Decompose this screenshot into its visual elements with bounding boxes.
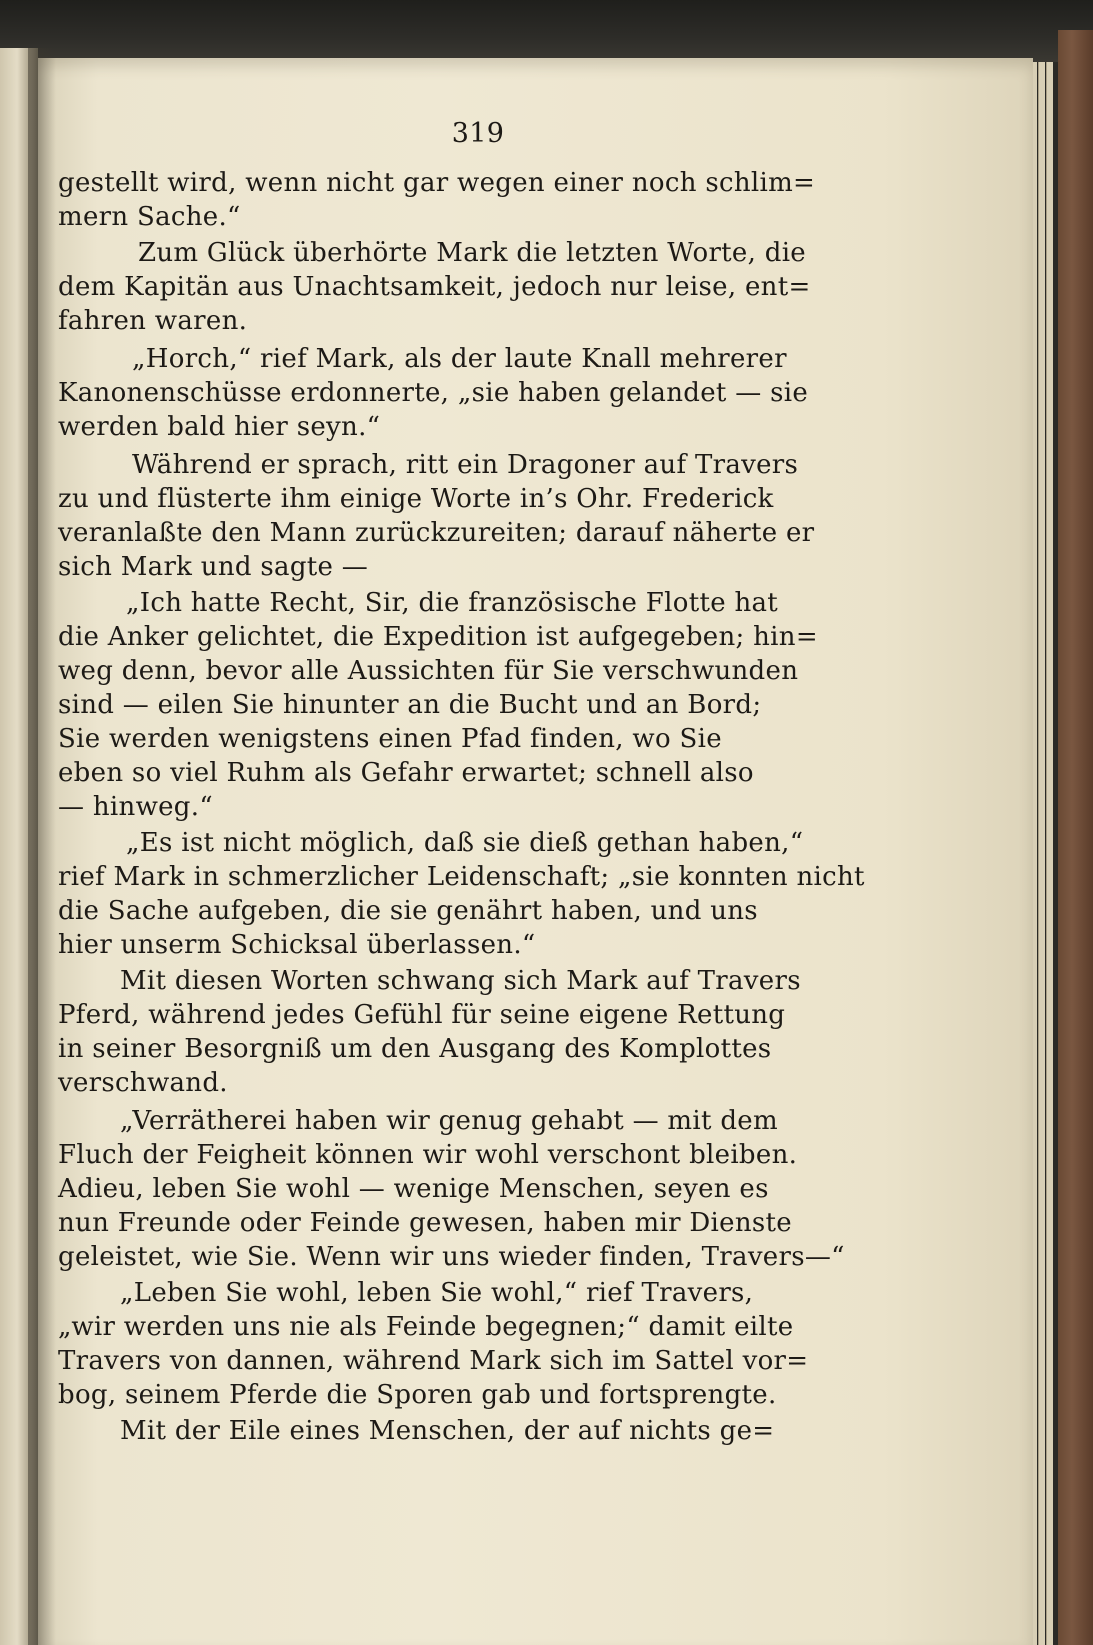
text-line: gestellt wird, wenn nicht gar wegen einer noch schlim= bbox=[58, 168, 816, 198]
text-line: die Anker gelichtet, die Expedition ist aufgegeben; hin= bbox=[58, 622, 818, 652]
text-line: „Horch,“ rief Mark, als der laute Knall mehrerer bbox=[132, 344, 787, 374]
text-line: fahren waren. bbox=[58, 306, 248, 336]
book-cover-edge bbox=[1058, 30, 1093, 1645]
text-line: „Ich hatte Recht, Sir, die französische Flotte hat bbox=[126, 588, 779, 618]
text-line: Fluch der Feigheit können wir wohl verschont bleiben. bbox=[58, 1140, 798, 1170]
text-line: Pferd, während jedes Gefühl für seine eigene Rettung bbox=[58, 1000, 786, 1030]
text-line: Mit der Eile eines Menschen, der auf nichts ge= bbox=[120, 1416, 775, 1446]
text-line: geleistet, wie Sie. Wenn wir uns wieder finden, Travers—“ bbox=[58, 1242, 845, 1272]
page-number: 319 bbox=[451, 118, 505, 149]
text-line: Sie werden wenigstens einen Pfad finden, wo Sie bbox=[58, 724, 722, 754]
text-line: die Sache aufgeben, die sie genährt haben, und uns bbox=[58, 896, 758, 926]
text-line: Adieu, leben Sie wohl — wenige Menschen, seyen es bbox=[58, 1174, 769, 1204]
text-line: veranlaßte den Mann zurückzureiten; darauf näherte er bbox=[58, 518, 815, 548]
text-line: „Leben Sie wohl, leben Sie wohl,“ rief Travers, bbox=[120, 1278, 754, 1308]
text-line: Travers von dannen, während Mark sich im Sattel vor= bbox=[58, 1346, 809, 1376]
text-line: sind — eilen Sie hinunter an die Bucht und an Bord; bbox=[58, 690, 762, 720]
text-line: „Es ist nicht möglich, daß sie dieß gethan haben,“ bbox=[126, 828, 804, 858]
text-line: Während er sprach, ritt ein Dragoner auf Travers bbox=[132, 450, 799, 480]
text-line: „wir werden uns nie als Feinde begegnen;“ damit eilte bbox=[58, 1312, 794, 1342]
text-line: sich Mark und sagte — bbox=[58, 552, 369, 582]
text-line: mern Sache.“ bbox=[58, 202, 241, 232]
text-line: hier unserm Schicksal überlassen.“ bbox=[58, 930, 536, 960]
book-top-edge bbox=[0, 0, 1093, 62]
text-line: „Verrätherei haben wir genug gehabt — mit dem bbox=[120, 1106, 778, 1136]
text-line: werden bald hier seyn.“ bbox=[58, 412, 381, 442]
text-line: nun Freunde oder Feinde gewesen, haben mir Dienste bbox=[58, 1208, 792, 1238]
text-line: Mit diesen Worten schwang sich Mark auf Travers bbox=[120, 966, 801, 996]
spine-shadow bbox=[28, 48, 56, 1645]
text-line: bog, seinem Pferde die Sporen gab und fortsprengte. bbox=[58, 1380, 777, 1410]
text-line: weg denn, bevor alle Aussichten für Sie verschwunden bbox=[58, 656, 799, 686]
text-line: Kanonenschüsse erdonnerte, „sie haben gelandet — sie bbox=[58, 378, 809, 408]
text-line: zu und flüsterte ihm einige Worte in’s Ohr. Frederick bbox=[58, 484, 774, 514]
text-line: eben so viel Ruhm als Gefahr erwartet; schnell also bbox=[58, 758, 754, 788]
text-line: — hinweg.“ bbox=[58, 792, 213, 822]
text-line: Zum Glück überhörte Mark die letzten Worte, die bbox=[138, 238, 806, 268]
page-stack-edge bbox=[1046, 62, 1053, 1645]
text-line: verschwand. bbox=[58, 1068, 228, 1098]
page-stack-edge bbox=[1038, 62, 1045, 1645]
text-line: rief Mark in schmerzlicher Leidenschaft; „sie konnten nicht bbox=[58, 862, 865, 892]
text-line: dem Kapitän aus Unachtsamkeit, jedoch nur leise, ent= bbox=[58, 272, 811, 302]
text-line: in seiner Besorgniß um den Ausgang des Komplottes bbox=[58, 1034, 772, 1064]
